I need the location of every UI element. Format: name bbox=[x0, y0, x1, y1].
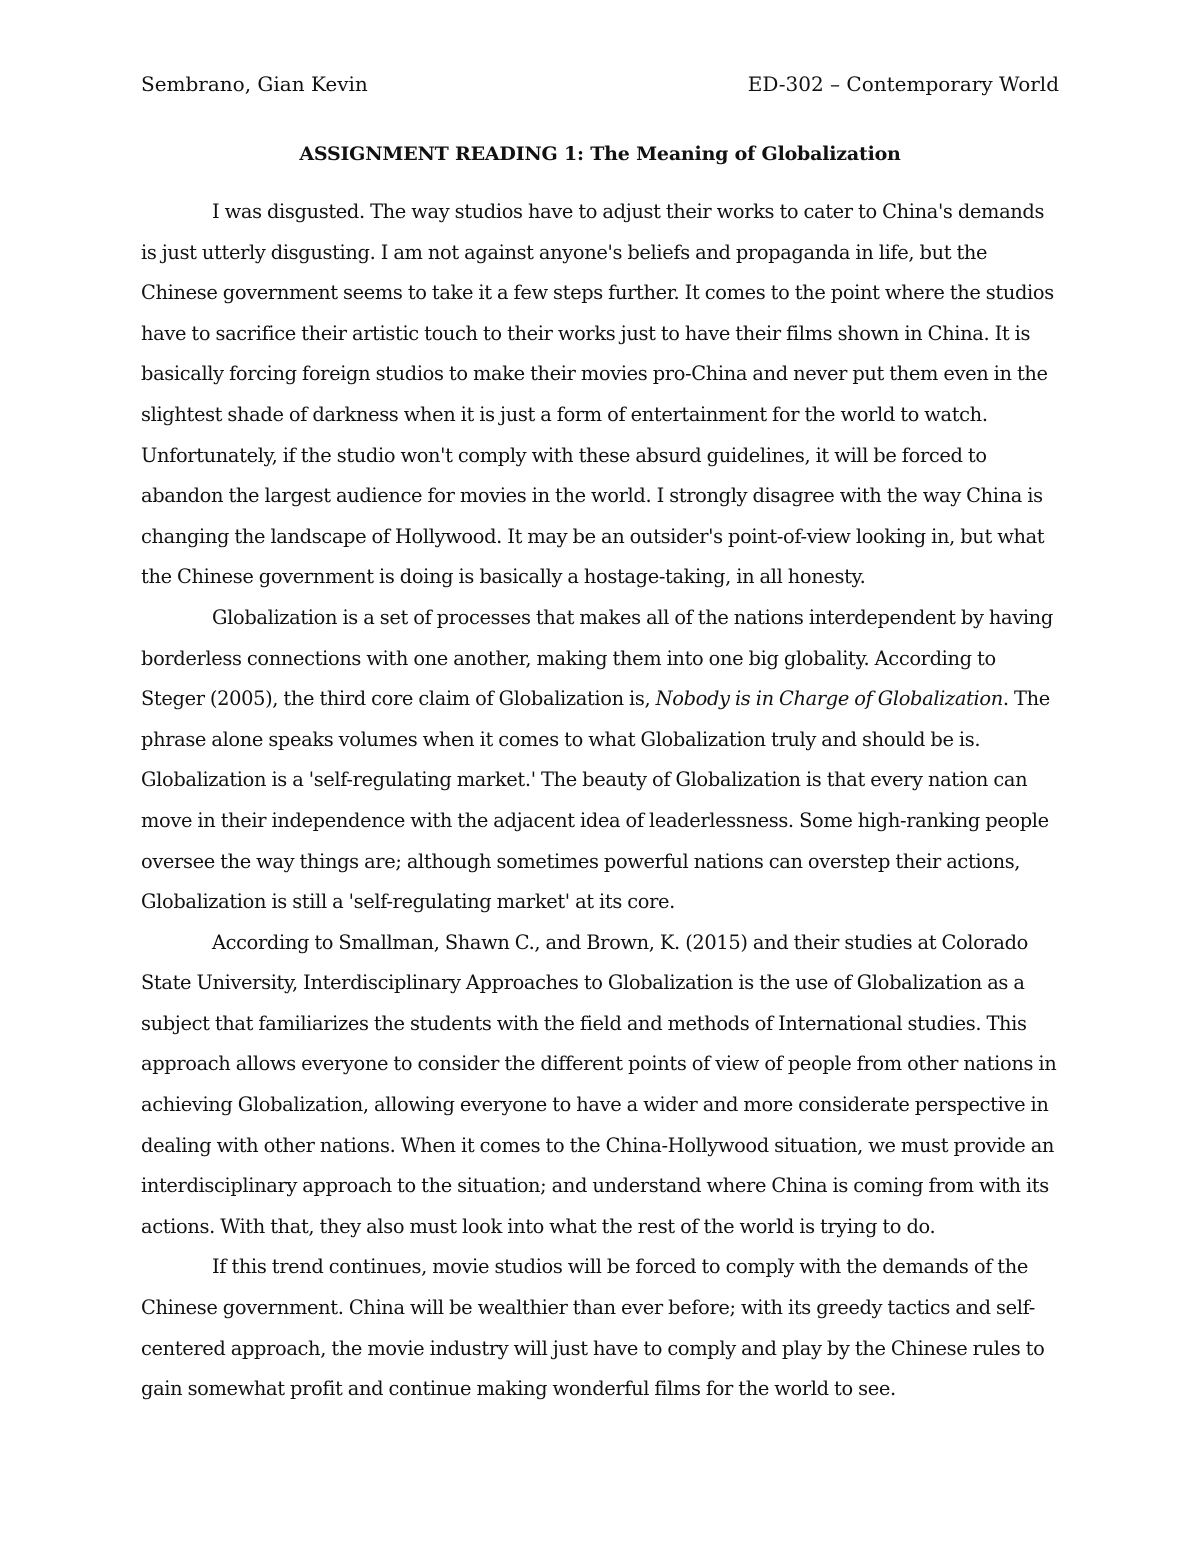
paragraph-2-italic-phrase: Nobody is in Charge of Globalization bbox=[655, 687, 1003, 711]
paragraph-1: I was disgusted. The way studios have to adjust their works to cater to China's demands is just utterly disgusting. I am not against anyone's beliefs and propaganda in life, but the Chinese government seems to take it a few steps further. It comes to the point where the studios have to sacrifice their artistic touch to their works just to have their films shown in China. It is basically forcing foreign studios to make their movies pro-China and never put them even in the slightest shade of darkness when it is just a form of entertainment for the world to watch. Unfortunately, if the studio won't comply with these absurd guidelines, it will be forced to abandon the largest audience for movies in the world. I strongly disagree with the way China is changing the landscape of Hollywood. It may be an outsider's point-of-view looking in, but what the Chinese government is doing is basically a hostage-taking, in all honesty. bbox=[141, 200, 1054, 589]
paragraph-4: If this trend continues, movie studios will be forced to comply with the demands of the Chinese government. China will be wealthier than ever before; with its greedy tactics and self-centered approach, the movie industry will just have to comply and play by the Chinese rules to gain somewhat profit and continue making wonderful films for the world to see. bbox=[141, 1255, 1045, 1401]
page-header bbox=[141, 72, 1059, 102]
document-title: ASSIGNMENT READING 1: The Meaning of Globalization bbox=[299, 143, 901, 165]
paragraph-2-text-end: . The phrase alone speaks volumes when it comes to what Globalization truly and should be is. Globalization is a 'self-regulating market.' The beauty of Globalization is that every nation can move in their independence with the adjacent idea of leaderlessness. Some high-ranking people oversee the way things are; although sometimes powerful nations can overstep their actions, Globalization is still a 'self-regulating market' at its core. bbox=[141, 687, 1050, 914]
paragraph-2-text-start: Globalization is a set of processes that makes all of the nations interdependent by having borderless connections with one another, making them into one big globality. According to Steger (2005), the third core claim of Globalization is, bbox=[141, 605, 1053, 711]
paragraph-3: According to Smallman, Shawn C., and Brown, K. (2015) and their studies at Colorado State University, Interdisciplinary Approaches to Globalization is the use of Globalization as a subject that familiarizes the students with the field and methods of International studies. This approach allows everyone to consider the different points of view of people from other nations in achieving Globalization, allowing everyone to have a wider and more considerate perspective in dealing with other nations. When it comes to the China-Hollywood situation, we must provide an interdisciplinary approach to the situation; and understand where China is coming from with its actions. With that, they also must look into what the rest of the world is trying to do. bbox=[141, 930, 1057, 1238]
author-name: Sembrano, Gian Kevin bbox=[141, 72, 368, 96]
course-label: ED-302 – Contemporary World bbox=[747, 72, 1059, 96]
document-body bbox=[141, 192, 1059, 1410]
paragraph-2 bbox=[141, 598, 1059, 923]
